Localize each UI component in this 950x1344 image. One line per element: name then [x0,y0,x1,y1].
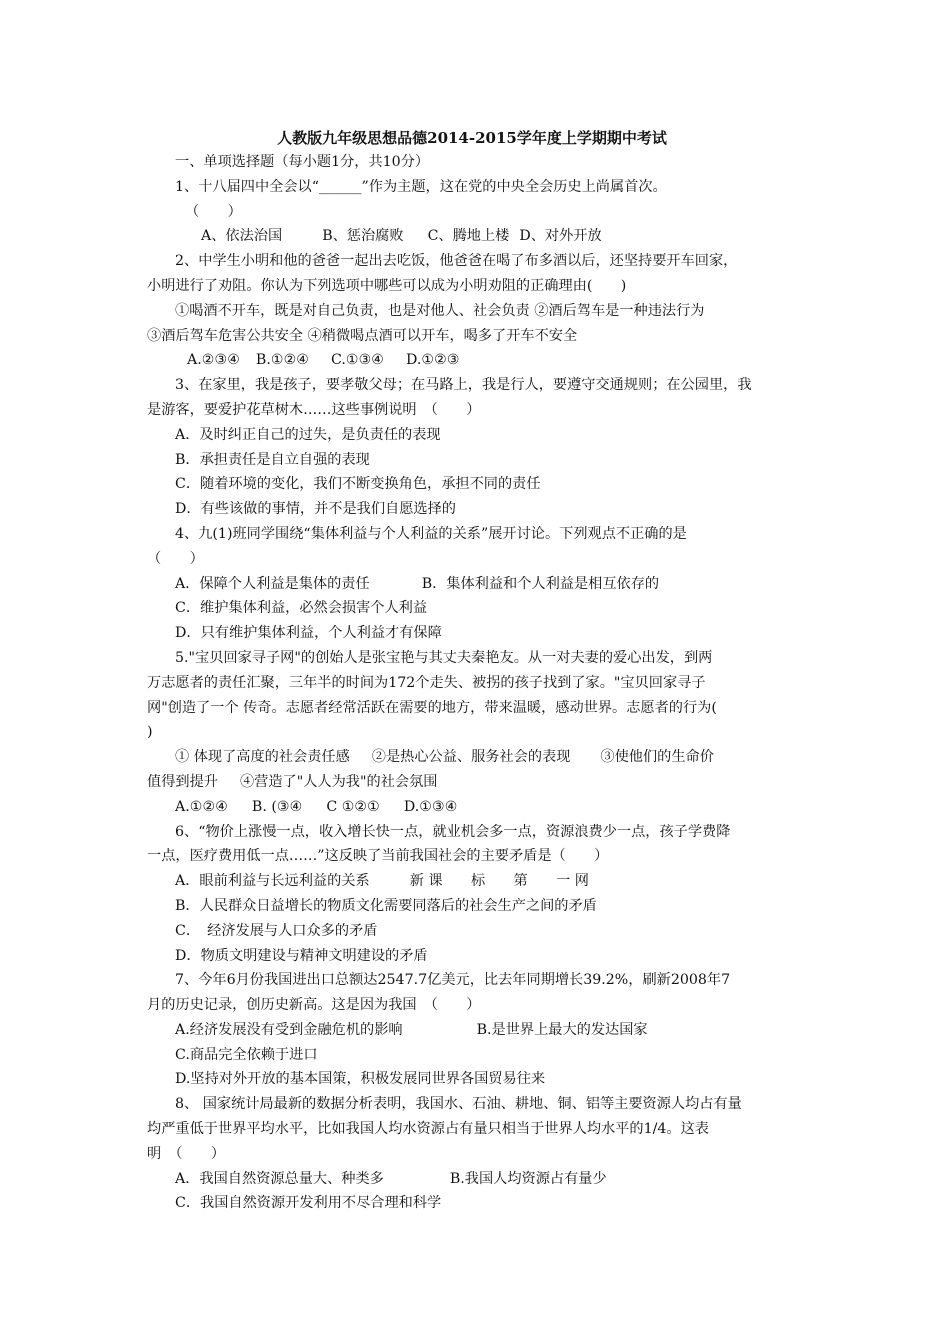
option-b: B．承担责任是自立自强的表现 [175,451,370,468]
option-d: D.①②③ [406,352,460,369]
option-c: C．维护集体利益，必然会损害个人利益 [175,600,428,617]
question-4 [147,522,807,646]
question-1 [147,175,807,249]
option-c: C． 经济发展与人口众多的矛盾 [175,922,378,939]
option-row [147,795,807,820]
option-d: D.坚持对外开放的基本国策，积极发展同世界各国贸易往来 [175,1071,546,1088]
option-a: A．眼前利益与长远利益的关系 [175,873,370,890]
statement-3-cont: 值得到提升 [147,773,218,790]
watermark-text: 新 课 标 第 一 网 [409,873,589,890]
statement-3: ③使他们的生命价 [600,749,714,766]
question-stem: ) [147,724,153,741]
question-stem: 8、 国家统计局最新的数据分析表明，我国水、石油、耕地、铜、铝等主要资源人均占有量 [175,1096,742,1113]
option-d: D.①③④ [403,798,458,815]
option-b: B．人民群众日益增长的物质文化需要同落后的社会生产之间的矛盾 [175,897,597,914]
option-d: D．有些该做的事情，并不是我们自愿选择的 [175,501,456,518]
statement-row [147,745,807,770]
document-body [147,126,807,1216]
option-row [147,224,807,249]
option-a: A．我国自然资源总量大、种类多 [175,1170,384,1187]
question-stem: 均严重低于世界平均水平，比如我国人均水资源占有量只相当于世界人均水平的1/4。这表 [147,1121,709,1138]
option-row [147,1018,807,1043]
option-a: A．及时纠正自己的过失，是负责任的表现 [175,426,441,443]
option-a: A.②③④ [187,352,240,369]
question-7 [147,968,807,1092]
statement-row: ③酒后驾车危害公共安全 ④稍微喝点酒可以开车，喝多了开车不安全 [147,327,578,344]
statement-4: ④营造了"人人为我"的社会氛围 [239,773,438,790]
option-d: D．只有维护集体利益，个人利益才有保障 [175,625,442,642]
question-stem: 月的历史记录，创历史新高。这是因为我国 （ ） [147,997,481,1014]
question-stem: 是游客，要爱护花草树木……这些事例说明 （ ） [147,401,481,418]
option-c: C、腾地上楼 [427,228,510,245]
option-b: B、惩治腐败 [322,228,404,245]
option-b: B.我国人均资源占有量少 [449,1170,607,1187]
section-heading: 一、单项选择题（每小题1分，共10分） [175,154,430,170]
question-stem: 3、在家里，我是孩子，要孝敬父母；在马路上，我是行人，要遵守交通规则；在公园里，我 [175,377,752,394]
statement-row [147,770,807,795]
question-stem: 网"创造了一个 传奇。志愿者经常活跃在需要的地方，带来温暖，感动世界。志愿者的行为( [147,699,717,716]
option-a: A.经济发展没有受到金融危机的影响 [175,1021,403,1038]
option-c: C.①③④ [331,352,385,369]
option-a: A.①②④ [175,798,228,815]
option-row [147,348,807,373]
question-2 [147,249,807,373]
question-stem: 万志愿者的责任汇聚，三年半的时间为172个走失、被拐的孩子找到了家。"宝贝回家寻子 [147,674,706,691]
question-8 [147,1092,807,1216]
option-row [147,869,807,894]
question-3 [147,373,807,522]
question-stem: 6、“物价上涨慢一点，收入增长快一点，就业机会多一点，资源浪费少一点，孩子学费降 [175,823,731,840]
option-row [147,572,807,597]
question-stem: 2、中学生小明和他的爸爸一起出去吃饭，他爸爸在喝了布多酒以后，还坚持要开车回家， [175,253,738,270]
document-title: 人教版九年级思想品德2014-2015学年度上学期期中考试 [277,129,667,147]
question-stem: 小明进行了劝阻。你认为下列选项中哪些可以成为小明劝阻的正确理由( ) [147,277,627,294]
option-d: D、对外开放 [519,228,602,245]
question-stem: 一点，医疗费用低一点……”这反映了当前我国社会的主要矛盾是（ ） [147,848,609,865]
option-a: A、依法治国 [201,228,283,245]
option-c: C.商品完全依赖于进口 [175,1046,318,1063]
statement-2: ②是热心公益、服务社会的表现 [371,749,571,766]
question-stem: 明 （ ） [147,1145,226,1162]
option-row [147,1167,807,1192]
question-5 [147,646,807,820]
option-d: D．物质文明建设与精神文明建设的矛盾 [175,947,428,964]
question-stem: （ ） [185,203,242,220]
option-c: C．随着环境的变化，我们不断变换角色，承担不同的责任 [175,476,541,493]
question-stem: 7、今年6月份我国进出口总额达2547.7亿美元，比去年同期增长39.2%，刷新2008年7 [175,972,731,989]
option-c: C．我国自然资源开发利用不尽合理和科学 [175,1195,442,1212]
option-c: C ①②① [326,798,380,815]
option-b: B. (③④ [251,798,303,815]
option-b: B.是世界上最大的发达国家 [476,1021,648,1038]
question-stem: （ ） [147,550,204,567]
statement-row: ①喝酒不开车，既是对自己负责，也是对他人、社会负责 ②酒后驾车是一种违法行为 [175,302,705,319]
option-a: A．保障个人利益是集体的责任 [175,575,370,592]
question-6 [147,820,807,969]
statement-1: ① 体现了高度的社会责任感 [175,749,350,766]
question-stem: 1、十八届四中全会以“______”作为主题，这在党的中央全会历史上尚属首次。 [175,178,667,195]
option-b: B．集体利益和个人利益是相互依存的 [421,575,660,592]
question-stem: 5."宝贝回家寻子网"的创始人是张宝艳与其丈夫秦艳友。从一对夫妻的爱心出发，到两 [175,649,713,666]
question-stem: 4、九(1)班同学围绕“集体利益与个人利益的关系”展开讨论。下列观点不正确的是 [175,525,687,542]
option-b: B.①②④ [255,352,310,369]
